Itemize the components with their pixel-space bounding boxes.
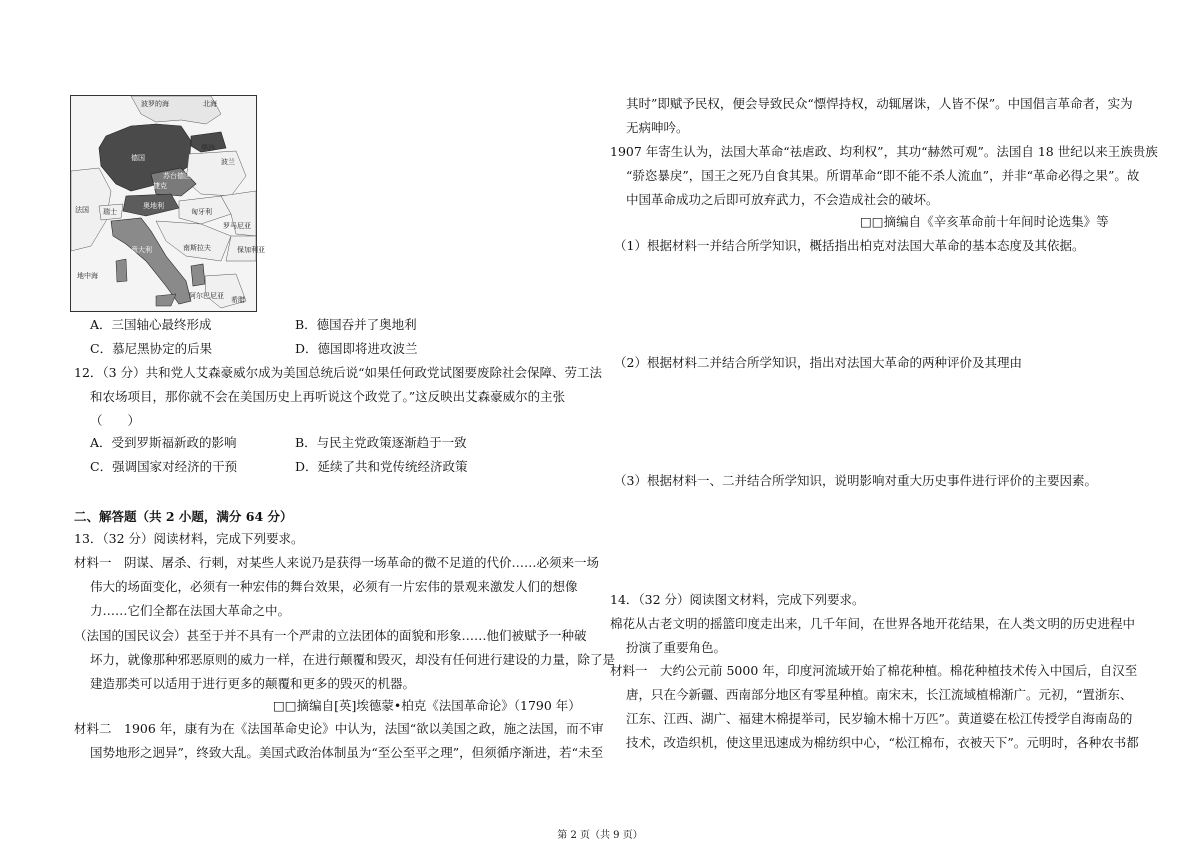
page-footer: 第 2 页（共 9 页） bbox=[557, 830, 643, 841]
q13-material2-line2: 国势地形之迥异”，终致大乱。美国式政治体制虽为“至公至平之理”，但须循序渐进，若“未至 bbox=[90, 745, 604, 760]
map-label-austria: 奥地利 bbox=[143, 202, 164, 210]
map-label-baltic: 波罗的海 bbox=[141, 100, 169, 108]
q13-material1-line5: 坏力，就像那种邪恶原则的威力一样，在进行颠覆和毁灭，却没有任何进行建设的力量，除了是 bbox=[90, 652, 616, 667]
map-label-germany: 德国 bbox=[131, 154, 145, 162]
map-label-switzerland: 瑞士 bbox=[103, 208, 117, 216]
q11-option-d: D．德国即将进攻波兰 bbox=[295, 341, 418, 356]
q14-material1-line4: 技术，改造织机，使这里迅速成为棉纺织中心，“松江棉布，衣被天下”。元明时，各种农书都 bbox=[626, 735, 1139, 750]
q12-option-c: C．强调国家对经济的干预 bbox=[90, 459, 238, 474]
map-label-czech: 捷克 bbox=[153, 182, 167, 190]
q13-material1-line6: 建造那类可以适用于进行更多的颠覆和更多的毁灭的机器。 bbox=[90, 676, 416, 691]
q13-material2-line1: 材料二 1906 年，康有为在《法国革命史论》中认为，法国“欲以美国之政，施之法国，而不审 bbox=[74, 721, 604, 736]
q13-material2-line3: 其时”即赋予民权，便会导致民众“慓悍持权，动辄屠诛，人皆不保”。中国倡言革命者，实为 bbox=[626, 96, 1133, 111]
map-label-yugoslavia: 南斯拉夫 bbox=[183, 244, 211, 252]
q13-subquestion-2: （2）根据材料二并结合所学知识，指出对法国大革命的两种评价及其理由 bbox=[614, 355, 1022, 370]
q11-option-a: A．三国轴心最终形成 bbox=[90, 317, 212, 332]
q12-line3: （ ） bbox=[90, 413, 141, 428]
q13-material1-source: □□摘编自[英]埃德蒙•柏克《法国革命论》（1790 年） bbox=[273, 698, 581, 713]
q13-material2-line4: 无病呻吟。 bbox=[626, 120, 689, 135]
q12-line2: 和农场项目，那你就不会在美国历史上再听说这个政党了。”这反映出艾森豪威尔的主张 bbox=[90, 389, 566, 404]
map-label-greece: 希腊 bbox=[231, 296, 245, 304]
europe-map-figure bbox=[70, 95, 265, 312]
q12-option-b: B．与民主党政策逐渐趋于一致 bbox=[295, 435, 467, 450]
q12-option-d: D．延续了共和党传统经济政策 bbox=[295, 459, 468, 474]
q13-material2-line7: 中国革命成功之后即可放弃武力，不会造成社会的破坏。 bbox=[626, 192, 939, 207]
q11-option-c: C．慕尼黑协定的后果 bbox=[90, 341, 213, 356]
q13-material2-line6: “骄恣暴戾”，国王之死乃自食其果。所谓革命“即不能不杀人流血”，并非“革命必得之果”。故 bbox=[626, 168, 1140, 183]
map-label-france: 法国 bbox=[75, 206, 89, 214]
map-label-romania: 罗马尼亚 bbox=[223, 222, 251, 230]
q12-line1: 12．（3 分）共和党人艾森豪威尔成为美国总统后说“如果任何政党试图要废除社会保障、劳工法 bbox=[74, 365, 602, 380]
map-label-bulgaria: 保加利亚 bbox=[237, 246, 265, 254]
q13-material1-line1: 材料一 阴谋、屠杀、行刺，对某些人来说乃是获得一场革命的微不足道的代价……必须来一场 bbox=[74, 555, 600, 570]
q12-option-a: A．受到罗斯福新政的影响 bbox=[90, 435, 237, 450]
map-label-hungary: 匈牙利 bbox=[191, 208, 212, 216]
q14-material1-line1: 材料一 大约公元前 5000 年，印度河流域开始了棉花种植。棉花种植技术传入中国后，自汉至 bbox=[610, 663, 1138, 678]
map-label-warsaw: 华沙 bbox=[201, 144, 215, 152]
q13-material1-line2: 伟大的场面变化，必须有一种宏伟的舞台效果，必须有一片宏伟的景观来激发人们的想像 bbox=[90, 579, 578, 594]
q13-material2-line5: 1907 年寄生认为，法国大革命“祛虐政、均利权”，其功“赫然可观”。法国自 18 世纪以来王族贵族 bbox=[610, 144, 1158, 159]
q14-intro-line2: 扮演了重要角色。 bbox=[626, 640, 727, 655]
q14-intro-line1: 棉花从古老文明的摇篮印度走出来，几千年间，在世界各地开花结果，在人类文明的历史进程中 bbox=[610, 616, 1136, 631]
map-label-poland: 波兰 bbox=[221, 158, 235, 166]
map-label-italy: 意大利 bbox=[131, 246, 152, 254]
section2-heading: 二、解答题（共 2 小题，满分 64 分） bbox=[74, 509, 293, 524]
q13-subquestion-1: （1）根据材料一并结合所学知识，概括指出柏克对法国大革命的基本态度及其依据。 bbox=[614, 238, 1085, 253]
map-label-sudeten: 苏台德区 bbox=[163, 172, 191, 180]
q14-heading: 14．（32 分）阅读图文材料，完成下列要求。 bbox=[610, 592, 865, 607]
map-label-mediterranean: 地中海 bbox=[77, 272, 98, 280]
q14-material1-line2: 唐，只在今新疆、西南部分地区有零星种植。南宋末，长江流域植棉渐广。元初，“置浙东、 bbox=[626, 687, 1133, 702]
q14-material1-line3: 江东、江西、湖广、福建木棉提举司，民岁输木棉十万匹”。黄道婆在松江传授学自海南岛的 bbox=[626, 711, 1133, 726]
q13-subquestion-3: （3）根据材料一、二并结合所学知识，说明影响对重大历史事件进行评价的主要因素。 bbox=[614, 473, 1097, 488]
map-label-albania: 阿尔巴尼亚 bbox=[189, 292, 224, 300]
q11-option-b: B．德国吞并了奥地利 bbox=[295, 317, 417, 332]
q13-material2-source: □□摘编自《辛亥革命前十年间时论选集》等 bbox=[860, 214, 1109, 229]
q13-heading: 13．（32 分）阅读材料，完成下列要求。 bbox=[74, 531, 304, 546]
q13-material1-line3: 力……它们全都在法国大革命之中。 bbox=[90, 603, 291, 618]
q13-material1-line4: （法国的国民议会）甚至于并不具有一个严肃的立法团体的面貌和形象……他们被赋予一种破 bbox=[74, 628, 587, 643]
map-label-north-sea: 北海 bbox=[203, 100, 217, 108]
